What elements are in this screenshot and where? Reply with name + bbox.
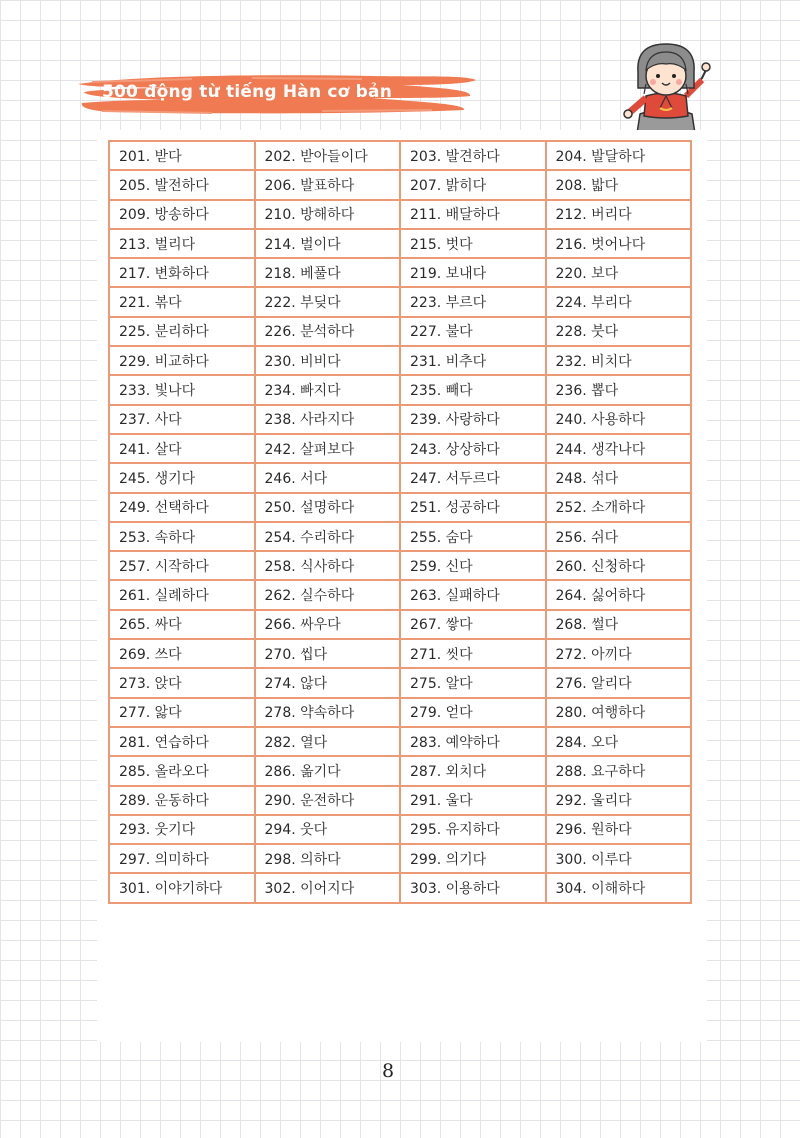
- table-row: [109, 287, 691, 316]
- table-cell: 236. 뽑다: [546, 375, 692, 404]
- table-cell: 230. 비비다: [255, 346, 401, 375]
- page-title: 500 động từ tiếng Hàn cơ bản: [102, 82, 393, 102]
- table-cell: 298. 의하다: [255, 844, 401, 873]
- table-cell: 290. 운전하다: [255, 786, 401, 815]
- table-row: [109, 786, 691, 815]
- table-cell: 300. 이루다: [546, 844, 692, 873]
- table-cell: 256. 쉬다: [546, 522, 692, 551]
- table-cell: 265. 싸다: [109, 610, 255, 639]
- table-cell: 282. 열다: [255, 727, 401, 756]
- table-row: [109, 551, 691, 580]
- table-cell: 283. 예약하다: [400, 727, 546, 756]
- table-cell: 217. 변화하다: [109, 258, 255, 287]
- table-cell: 251. 성공하다: [400, 493, 546, 522]
- table-row: [109, 375, 691, 404]
- table-cell: 248. 섞다: [546, 463, 692, 492]
- title-banner: [72, 70, 482, 118]
- table-row: [109, 170, 691, 199]
- table-cell: 208. 밟다: [546, 170, 692, 199]
- table-cell: 238. 사라지다: [255, 405, 401, 434]
- table-cell: 267. 쌓다: [400, 610, 546, 639]
- table-row: [109, 698, 691, 727]
- table-cell: 224. 부리다: [546, 287, 692, 316]
- table-cell: 226. 분석하다: [255, 317, 401, 346]
- table-cell: 262. 실수하다: [255, 580, 401, 609]
- table-cell: 274. 않다: [255, 668, 401, 697]
- table-cell: 264. 싫어하다: [546, 580, 692, 609]
- table-cell: 299. 의기다: [400, 844, 546, 873]
- table-row: [109, 346, 691, 375]
- table-cell: 220. 보다: [546, 258, 692, 287]
- verb-table: [108, 140, 692, 904]
- table-cell: 254. 수리하다: [255, 522, 401, 551]
- table-cell: 303. 이용하다: [400, 873, 546, 902]
- table-cell: 203. 발견하다: [400, 141, 546, 170]
- table-cell: 240. 사용하다: [546, 405, 692, 434]
- table-row: [109, 463, 691, 492]
- table-cell: 204. 발달하다: [546, 141, 692, 170]
- table-cell: 276. 알리다: [546, 668, 692, 697]
- table-cell: 239. 사랑하다: [400, 405, 546, 434]
- table-cell: 279. 얻다: [400, 698, 546, 727]
- table-cell: 216. 벗어나다: [546, 229, 692, 258]
- table-cell: 221. 볶다: [109, 287, 255, 316]
- table-cell: 302. 이어지다: [255, 873, 401, 902]
- table-row: [109, 639, 691, 668]
- table-cell: 232. 비치다: [546, 346, 692, 375]
- table-cell: 304. 이해하다: [546, 873, 692, 902]
- table-cell: 219. 보내다: [400, 258, 546, 287]
- table-cell: 269. 쓰다: [109, 639, 255, 668]
- table-row: [109, 756, 691, 785]
- table-cell: 234. 빠지다: [255, 375, 401, 404]
- table-cell: 286. 옮기다: [255, 756, 401, 785]
- table-cell: 211. 배달하다: [400, 200, 546, 229]
- table-row: [109, 580, 691, 609]
- mascot-illustration: [616, 34, 716, 144]
- table-cell: 225. 분리하다: [109, 317, 255, 346]
- table-cell: 209. 방송하다: [109, 200, 255, 229]
- table-cell: 258. 식사하다: [255, 551, 401, 580]
- table-cell: 207. 밝히다: [400, 170, 546, 199]
- table-row: [109, 229, 691, 258]
- table-cell: 284. 오다: [546, 727, 692, 756]
- table-row: [109, 873, 691, 902]
- table-cell: 229. 비교하다: [109, 346, 255, 375]
- table-cell: 293. 웃기다: [109, 815, 255, 844]
- table-cell: 273. 앉다: [109, 668, 255, 697]
- table-cell: 228. 붓다: [546, 317, 692, 346]
- table-row: [109, 405, 691, 434]
- table-cell: 296. 원하다: [546, 815, 692, 844]
- table-cell: 252. 소개하다: [546, 493, 692, 522]
- table-cell: 275. 알다: [400, 668, 546, 697]
- table-cell: 210. 방해하다: [255, 200, 401, 229]
- table-cell: 249. 선택하다: [109, 493, 255, 522]
- table-row: [109, 522, 691, 551]
- table-cell: 206. 발표하다: [255, 170, 401, 199]
- table-cell: 278. 약속하다: [255, 698, 401, 727]
- table-cell: 297. 의미하다: [109, 844, 255, 873]
- table-cell: 246. 서다: [255, 463, 401, 492]
- table-row: [109, 493, 691, 522]
- table-cell: 292. 울리다: [546, 786, 692, 815]
- table-cell: 245. 생기다: [109, 463, 255, 492]
- table-row: [109, 610, 691, 639]
- table-cell: 223. 부르다: [400, 287, 546, 316]
- table-cell: 295. 유지하다: [400, 815, 546, 844]
- table-cell: 214. 벌이다: [255, 229, 401, 258]
- table-cell: 235. 빼다: [400, 375, 546, 404]
- table-cell: 255. 숨다: [400, 522, 546, 551]
- table-cell: 285. 올라오다: [109, 756, 255, 785]
- table-row: [109, 844, 691, 873]
- table-cell: 277. 앓다: [109, 698, 255, 727]
- table-cell: 247. 서두르다: [400, 463, 546, 492]
- table-cell: 205. 발전하다: [109, 170, 255, 199]
- table-cell: 253. 속하다: [109, 522, 255, 551]
- hanbok-girl-icon: [616, 34, 716, 144]
- table-row: [109, 317, 691, 346]
- table-cell: 260. 신청하다: [546, 551, 692, 580]
- table-cell: 301. 이야기하다: [109, 873, 255, 902]
- table-row: [109, 815, 691, 844]
- table-cell: 281. 연습하다: [109, 727, 255, 756]
- table-cell: 243. 상상하다: [400, 434, 546, 463]
- table-cell: 280. 여행하다: [546, 698, 692, 727]
- table-cell: 259. 신다: [400, 551, 546, 580]
- table-cell: 289. 운동하다: [109, 786, 255, 815]
- table-cell: 291. 울다: [400, 786, 546, 815]
- table-cell: 237. 사다: [109, 405, 255, 434]
- table-cell: 202. 받아들이다: [255, 141, 401, 170]
- table-cell: 270. 씹다: [255, 639, 401, 668]
- table-row: [109, 727, 691, 756]
- table-cell: 222. 부딪다: [255, 287, 401, 316]
- table-row: [109, 258, 691, 287]
- table-cell: 233. 빛나다: [109, 375, 255, 404]
- table-cell: 212. 버리다: [546, 200, 692, 229]
- table-cell: 261. 실례하다: [109, 580, 255, 609]
- table-row: [109, 141, 691, 170]
- table-cell: 271. 씻다: [400, 639, 546, 668]
- table-cell: 272. 아끼다: [546, 639, 692, 668]
- table-cell: 287. 외치다: [400, 756, 546, 785]
- table-cell: 266. 싸우다: [255, 610, 401, 639]
- table-cell: 241. 살다: [109, 434, 255, 463]
- table-cell: 288. 요구하다: [546, 756, 692, 785]
- table-cell: 268. 썰다: [546, 610, 692, 639]
- table-cell: 257. 시작하다: [109, 551, 255, 580]
- table-row: [109, 434, 691, 463]
- table-cell: 213. 벌리다: [109, 229, 255, 258]
- table-row: [109, 200, 691, 229]
- table-cell: 218. 베풀다: [255, 258, 401, 287]
- table-cell: 294. 웃다: [255, 815, 401, 844]
- table-cell: 244. 생각나다: [546, 434, 692, 463]
- table-row: [109, 668, 691, 697]
- table-cell: 201. 받다: [109, 141, 255, 170]
- table-cell: 227. 불다: [400, 317, 546, 346]
- page-number: 8: [381, 1060, 395, 1082]
- table-cell: 250. 설명하다: [255, 493, 401, 522]
- table-cell: 215. 벗다: [400, 229, 546, 258]
- table-cell: 231. 비추다: [400, 346, 546, 375]
- table-cell: 263. 실패하다: [400, 580, 546, 609]
- table-cell: 242. 살펴보다: [255, 434, 401, 463]
